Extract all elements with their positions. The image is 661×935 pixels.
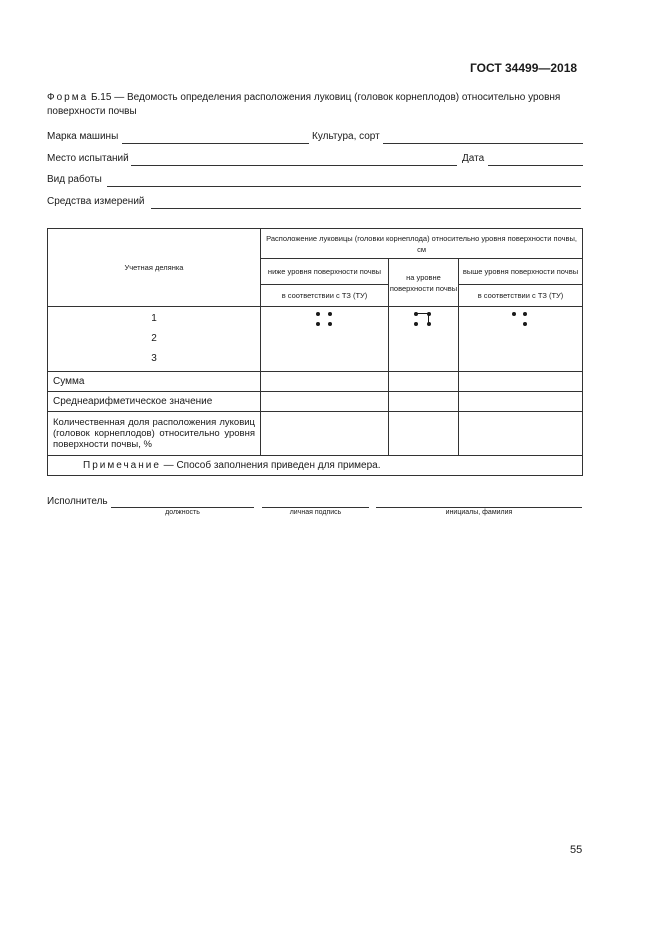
document-code: ГОСТ 34499—2018 [470,61,578,75]
page-number: 55 [570,844,583,856]
share-at-cell[interactable] [389,411,459,455]
name-field[interactable] [376,495,582,508]
tally-dot [512,312,516,316]
tally-dot [523,322,527,326]
tally-dot [316,312,320,316]
tally-marks-at [389,307,458,327]
machine-label: Марка машины [47,131,119,142]
note-prefix: Примечание [83,459,161,471]
tally-marks-below [261,307,388,327]
plot-number-1: 1 [151,313,157,325]
spec-above-header: в соответствии с ТЗ (ТУ) [459,285,583,307]
sum-above-cell[interactable] [459,371,583,391]
mean-label: Среднеарифметическое значение [48,391,261,411]
above-header: выше уровня поверхности почвы [459,259,583,285]
share-below-cell[interactable] [261,411,389,455]
date-label: Дата [462,153,485,164]
field-row-machine [47,131,583,145]
form-title-text: Б.15 — Ведомость определения расположения луковиц (головок корнеплодов) относительно уровня поверхности почвы [47,92,561,117]
form-prefix: Форма [47,92,89,103]
position-caption: должность [165,509,200,516]
at-header: на уровне поверхности почвы [389,259,459,307]
tally-dot [414,322,418,326]
tally-dot [316,322,320,326]
mean-above-cell[interactable] [459,391,583,411]
above-example-cell [459,307,583,371]
mean-below-cell[interactable] [261,391,389,411]
plot-header: Учетная делянка [48,229,261,307]
tally-dot [328,322,332,326]
culture-field[interactable] [383,131,583,144]
place-label: Место испытаний [47,153,129,164]
sum-label: Сумма [48,371,261,391]
plot-numbers-cell [48,307,261,371]
tally-dot [523,312,527,316]
share-label: Количественная доля расположения луковиц (головок корнеплодов) относительно уровня поверхности почвы, % [48,411,261,455]
date-field[interactable] [488,153,583,166]
data-table [47,228,583,476]
instruments-field[interactable] [151,196,581,209]
culture-label: Культура, сорт [312,131,380,142]
mean-at-cell[interactable] [389,391,459,411]
at-example-cell [389,307,459,371]
field-row-place [47,153,583,167]
instruments-label: Средства измерений [47,196,145,207]
tally-marks-above [459,307,582,327]
spec-below-header: в соответствии с ТЗ (ТУ) [261,285,389,307]
field-row-work [47,174,583,188]
signature-label: Исполнитель [47,496,108,507]
share-above-cell[interactable] [459,411,583,455]
note-text: — Способ заполнения приведен для примера. [160,459,381,471]
signature-field[interactable] [262,495,369,508]
position-field[interactable] [111,495,254,508]
sum-below-cell[interactable] [261,371,389,391]
field-row-instruments [47,196,583,210]
name-caption: инициалы, фамилия [445,509,513,516]
tally-line [428,313,429,324]
sum-at-cell[interactable] [389,371,459,391]
place-field[interactable] [131,153,457,166]
below-example-cell [261,307,389,371]
work-field[interactable] [107,174,581,187]
plot-number-2: 2 [151,333,157,345]
plot-number-3: 3 [151,353,157,365]
form-title [47,91,583,119]
work-label: Вид работы [47,174,102,185]
tally-dot [328,312,332,316]
location-header: Расположение луковицы (головки корнеплода) относительно уровня поверхности почвы, см [261,229,583,259]
machine-field[interactable] [122,131,309,144]
tally-line [416,313,428,314]
table-note [48,455,583,475]
below-header: ниже уровня поверхности почвы [261,259,389,285]
signature-caption: личная подпись [289,509,342,516]
